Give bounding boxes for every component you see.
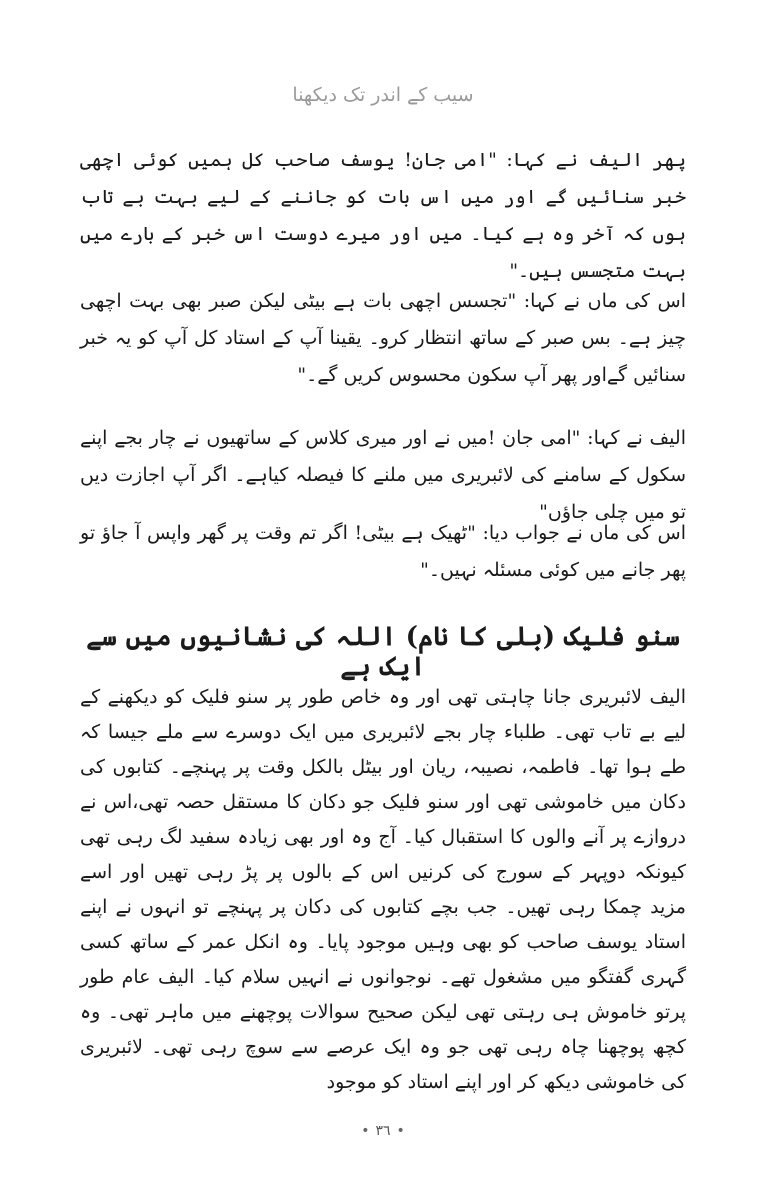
running-title: سیب کے اندر تک دیکھنا: [292, 84, 474, 106]
page-number: [0, 1123, 766, 1139]
paragraph: پھر الیف نے کہا: "امی جان! یوسف صاحب کل ہمیں کوئی اچھی خبر سنائیں گے اور میں اس بات کو جاننے کے لیے بہت بے تاب ہوں کہ آخر وہ ہے کیا۔ میں اور میرے دوست اس خبر کے بارے میں بہت متجسس ہیں۔": [80, 149, 686, 282]
page-number-text: ٣٦: [375, 1123, 391, 1139]
dot-ornament-icon: •: [361, 1123, 370, 1139]
section-body: الیف لائبریری جانا چاہتی تھی اور وہ خاص طور پر سنو فلیک کو دیکھنے کے لیے بے تاب تھی۔ طلباء چار بجے لائبریری میں ایک دوسرے سے ملے جیسا کہ طے ہوا تھا۔ فاطمہ، نصیبہ، ریان اور بیٹل بالکل وقت پر پہنچے۔ کتابوں کی دکان میں خاموشی تھی اور سنو فلیک جو دکان کا مستقل حصہ تھی،اس نے دروازے پر آنے والوں کا استقبال کیا۔ آج وہ اور بھی زیادہ سفید لگ رہی تھی کیونکہ دوپہر کے سورج کی کرنیں اس کے بالوں پر پڑ رہی تھیں اور اسے مزید چمکا رہی تھیں۔ جب بچے کتابوں کی دکان پر پہنچے تو انہوں نے اپنے استاد یوسف صاحب کو بھی وہیں موجود پایا۔ وہ انکل عمر کے ساتھ کسی گہری گفتگو میں مشغول تھے۔ نوجوانوں نے انہیں سلام کیا۔ الیف عام طور پرتو خاموش ہی رہتی تھی لیکن صحیح سوالات پوچھنے میں ماہر تھی۔ وہ کچھ پوچھنا چاہ رہی تھی جو وہ ایک عرصے سے سوچ رہی تھی۔ لائبریری کی خاموشی دیکھ کر اور اپنے استاد کو موجود: [80, 686, 686, 1093]
paragraph: اس کی ماں نے کہا: "تجسس اچھی بات ہے بیٹی لیکن صبر بھی بہت اچھی چیز ہے۔ بس صبر کے ساتھ انتظار کرو۔ یقینا آپ کے استاد کل آپ کو یہ خبر سنائیں گےاور پھر آپ سکون محسوس کریں گے۔": [80, 290, 686, 386]
paragraph: اس کی ماں نے جواب دیا: "ٹھیک ہے بیٹی! اگر تم وقت پر گھر واپس آ جاؤ تو پھر جانے میں کوئی مسئلہ نہیں۔": [80, 522, 686, 581]
paragraph: الیف نے کہا: "امی جان !میں نے اور میری کلاس کے ساتھیوں نے چار بجے اپنے سکول کے سامنے کی لائبریری میں ملنے کا فیصلہ کیاہے۔ اگر آپ اجازت دیں تو میں چلی جاؤں": [80, 427, 686, 523]
section-heading: سنو فلیک (بلی کا نام) اللہ کی نشانیوں میں سے ایک ہے: [86, 622, 680, 682]
dot-ornament-icon: •: [396, 1123, 405, 1139]
